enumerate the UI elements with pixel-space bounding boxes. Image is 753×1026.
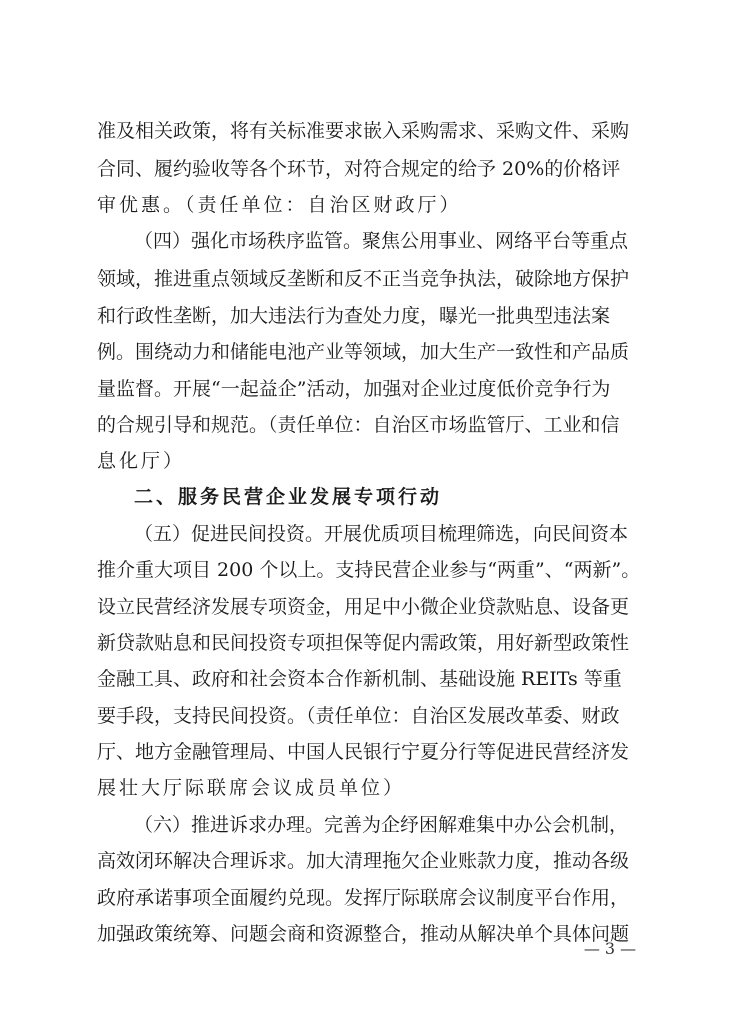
body-text-line: 推介重大项目 200 个以上。支持民营企业参与“两重”、“两新”。 xyxy=(97,559,641,581)
body-text-line: 厅、地方金融管理局、中国人民银行宁夏分行等促进民营经济发 xyxy=(97,741,630,763)
body-text-line: 要手段，支持民间投资。（责任单位：自治区发展改革委、财政 xyxy=(97,705,620,727)
body-text-line: 政府承诺事项全面履约兑现。发挥厅际联席会议制度平台作用， xyxy=(97,887,630,909)
body-text-line: 合同、履约验收等各个环节，对符合规定的给予 20%的价格评 xyxy=(97,158,621,180)
page-number-footer xyxy=(0,934,753,964)
body-text-line: 和行政性垄断，加大违法行为查处力度，曝光一批典型违法案 xyxy=(97,305,611,327)
body-text-line: 新贷款贴息和民间投资专项担保等促内需政策，用好新型政策性 xyxy=(97,632,630,654)
body-text-line: 领域，推进重点领域反垄断和反不正当竞争执法，破除地方保护 xyxy=(97,268,630,290)
body-text-line: 展壮大厅际联席会议成员单位） xyxy=(97,777,406,799)
body-text-line: 的合规引导和规范。（责任单位：自治区市场监管厅、工业和信 xyxy=(97,414,620,436)
body-text-line: 金融工具、政府和社会资本合作新机制、基础设施 REITs 等重 xyxy=(97,668,622,690)
page-number: — 3 — xyxy=(583,939,637,958)
body-text-line: 加强政策统筹、问题会商和资源整合，推动从解决单个具体问题 xyxy=(97,923,630,945)
body-text-line: 准及相关政策，将有关标准要求嵌入采购需求、采购文件、采购 xyxy=(97,120,630,142)
body-text-line: 例。围绕动力和储能电池产业等领域，加大生产一致性和产品质 xyxy=(97,341,630,363)
body-text-line: 审优惠。（责任单位：自治区财政厅） xyxy=(97,194,462,216)
section-paragraph-start: （四）强化市场秩序监管。聚焦公用事业、网络平台等重点 xyxy=(134,230,629,252)
section-paragraph-start: （六）推进诉求办理。完善为企纾困解难集中办公会机制， xyxy=(134,814,629,836)
body-text-line: 设立民营经济发展专项资金，用足中小微企业贷款贴息、设备更 xyxy=(97,596,630,618)
section-paragraph-start: （五）促进民间投资。开展优质项目梳理筛选，向民间资本 xyxy=(134,523,629,545)
section-heading: 二、服务民营企业发展专项行动 xyxy=(134,486,443,508)
body-text-line: 高效闭环解决合理诉求。加大清理拖欠企业账款力度，推动各级 xyxy=(97,850,630,872)
body-text-line: 息化厅） xyxy=(97,450,186,472)
body-text-line: 量监督。开展“一起益企”活动，加强对企业过度低价竞争行为 xyxy=(97,378,611,400)
